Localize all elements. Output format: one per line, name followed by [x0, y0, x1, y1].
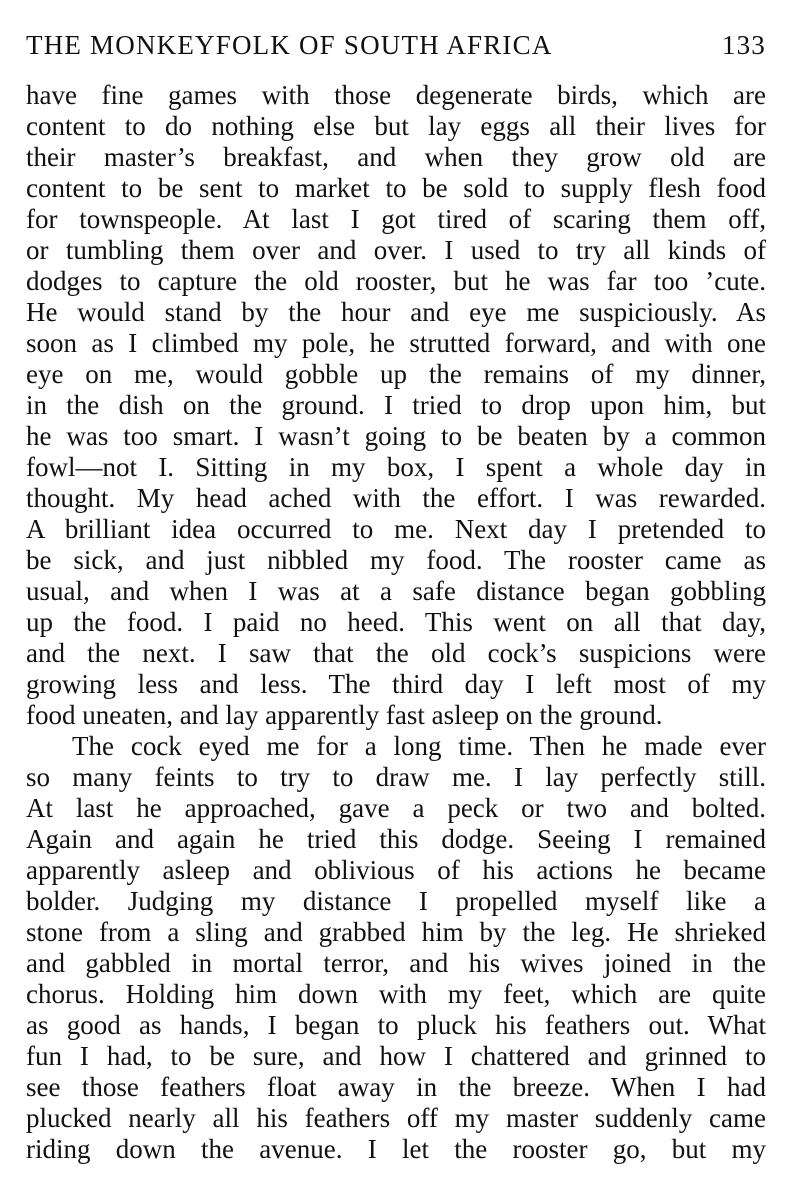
- page-header: [26, 30, 766, 70]
- paragraph: [26, 731, 766, 1165]
- text-line: stone from a sling and grabbed him by the leg. He shrieked: [26, 917, 766, 947]
- text-line: in the dish on the ground. I tried to drop upon him, but: [26, 390, 766, 420]
- text-line: food uneaten, and lay apparently fast asleep on the ground.: [26, 700, 663, 730]
- text-line: their master’s breakfast, and when they grow old are: [26, 142, 766, 172]
- text-line: content to do nothing else but lay eggs all their lives for: [26, 111, 766, 141]
- text-line: and gabbled in mortal terror, and his wives joined in the: [26, 948, 766, 978]
- text-line: Again and again he tried this dodge. Seeing I remained: [26, 824, 766, 854]
- text-line: riding down the avenue. I let the rooster go, but my: [26, 1134, 766, 1164]
- text-line: or tumbling them over and over. I used to try all kinds of: [26, 235, 766, 265]
- text-line: be sick, and just nibbled my food. The rooster came as: [26, 545, 766, 575]
- text-line: content to be sent to market to be sold to supply flesh food: [26, 173, 766, 203]
- text-line: he was too smart. I wasn’t going to be beaten by a common: [26, 421, 766, 451]
- text-line: for townspeople. At last I got tired of scaring them off,: [26, 204, 766, 234]
- text-line: have fine games with those degenerate birds, which are: [26, 80, 766, 110]
- text-line: The cock eyed me for a long time. Then he made ever: [72, 731, 766, 761]
- page-number: 133: [721, 30, 766, 60]
- text-line: bolder. Judging my distance I propelled myself like a: [26, 886, 766, 916]
- text-line: fun I had, to be sure, and how I chattered and grinned to: [26, 1041, 766, 1071]
- text-line: and the next. I saw that the old cock’s suspicions were: [26, 638, 766, 668]
- text-line: thought. My head ached with the effort. I was rewarded.: [26, 483, 766, 513]
- text-line: plucked nearly all his feathers off my master suddenly came: [26, 1103, 766, 1133]
- running-head: THE MONKEYFOLK OF SOUTH AFRICA: [26, 30, 553, 60]
- text-line: as good as hands, I began to pluck his feathers out. What: [26, 1010, 766, 1040]
- text-line: chorus. Holding him down with my feet, which are quite: [26, 979, 766, 1009]
- text-line: At last he approached, gave a peck or two and bolted.: [26, 793, 766, 823]
- text-line: fowl—not I. Sitting in my box, I spent a whole day in: [26, 452, 766, 482]
- body-text: [26, 80, 766, 1165]
- text-line: see those feathers float away in the breeze. When I had: [26, 1072, 766, 1102]
- text-line: up the food. I paid no heed. This went on all that day,: [26, 607, 766, 637]
- text-line: apparently asleep and oblivious of his actions he became: [26, 855, 766, 885]
- text-line: so many feints to try to draw me. I lay perfectly still.: [26, 762, 766, 792]
- text-line: growing less and less. The third day I left most of my: [26, 669, 766, 699]
- text-line: soon as I climbed my pole, he strutted forward, and with one: [26, 328, 766, 358]
- paragraph: [26, 80, 766, 731]
- text-line: dodges to capture the old rooster, but he was far too ’cute.: [26, 266, 766, 296]
- text-line: eye on me, would gobble up the remains of my dinner,: [26, 359, 766, 389]
- text-line: He would stand by the hour and eye me suspiciously. As: [26, 297, 766, 327]
- text-line: A brilliant idea occurred to me. Next day I pretended to: [26, 514, 766, 544]
- text-line: usual, and when I was at a safe distance began gobbling: [26, 576, 766, 606]
